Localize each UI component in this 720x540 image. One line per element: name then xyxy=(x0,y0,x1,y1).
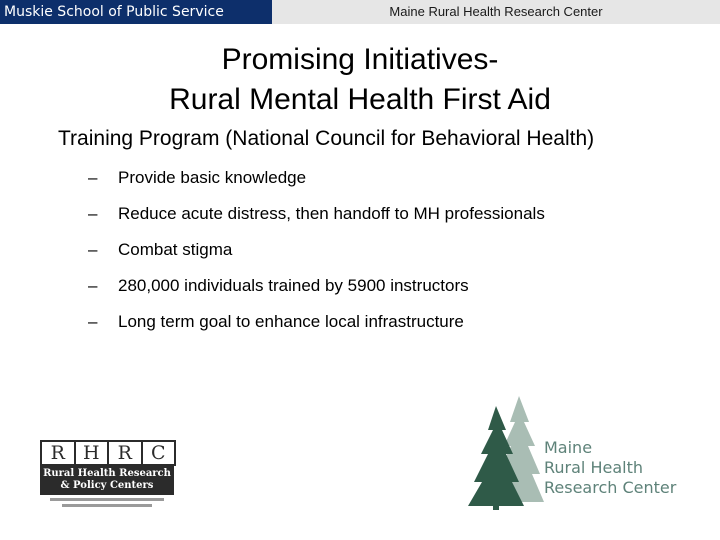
bullet-text: Reduce acute distress, then handoff to MH professionals xyxy=(118,204,545,223)
dash-icon: – xyxy=(88,312,98,331)
mrhrc-logo-line-1: Maine xyxy=(544,438,593,457)
bullet-item xyxy=(88,238,545,274)
slide-subtitle: Training Program (National Council for Behavioral Health) xyxy=(58,127,595,150)
rhrc-fine-print xyxy=(62,504,152,507)
mrhrc-logo xyxy=(466,392,706,512)
bullet-text: Combat stigma xyxy=(118,240,233,259)
bullet-item xyxy=(88,310,545,346)
slide-title-line-1: Promising Initiatives- xyxy=(221,43,499,76)
bullet-list xyxy=(88,166,545,346)
mrhrc-logo-line-2: Rural Health xyxy=(544,458,643,477)
rhrc-name-line-1: Rural Health Research xyxy=(43,468,171,479)
rhrc-letter: H xyxy=(74,440,110,466)
bullet-item xyxy=(88,274,545,310)
dash-icon: – xyxy=(88,168,98,187)
header-center-title: Maine Rural Health Research Center xyxy=(272,0,720,24)
rhrc-name-line-2: & Policy Centers xyxy=(60,480,154,491)
rhrc-letter: C xyxy=(141,440,177,466)
rhrc-letter: R xyxy=(40,440,76,466)
header-org-title: Muskie School of Public Service xyxy=(0,0,272,24)
dash-icon: – xyxy=(88,240,98,259)
dash-icon: – xyxy=(88,204,98,223)
pine-trees-icon xyxy=(466,392,546,512)
bullet-item xyxy=(88,202,545,238)
rhrc-fine-print xyxy=(50,498,164,501)
rhrc-letter: R xyxy=(107,440,143,466)
bullet-item xyxy=(88,166,545,202)
slide-title xyxy=(0,40,720,120)
rhrc-logo xyxy=(40,440,174,507)
dash-icon: – xyxy=(88,276,98,295)
mrhrc-logo-text xyxy=(544,438,676,498)
bullet-text: Provide basic knowledge xyxy=(118,168,307,187)
slide-title-line-2: Rural Mental Health First Aid xyxy=(169,83,551,116)
rhrc-letter-boxes xyxy=(40,440,174,466)
mrhrc-logo-line-3: Research Center xyxy=(544,478,677,497)
bullet-text: Long term goal to enhance local infrastructure xyxy=(118,312,464,331)
rhrc-name-box xyxy=(40,466,174,495)
bullet-text: 280,000 individuals trained by 5900 instructors xyxy=(118,276,469,295)
